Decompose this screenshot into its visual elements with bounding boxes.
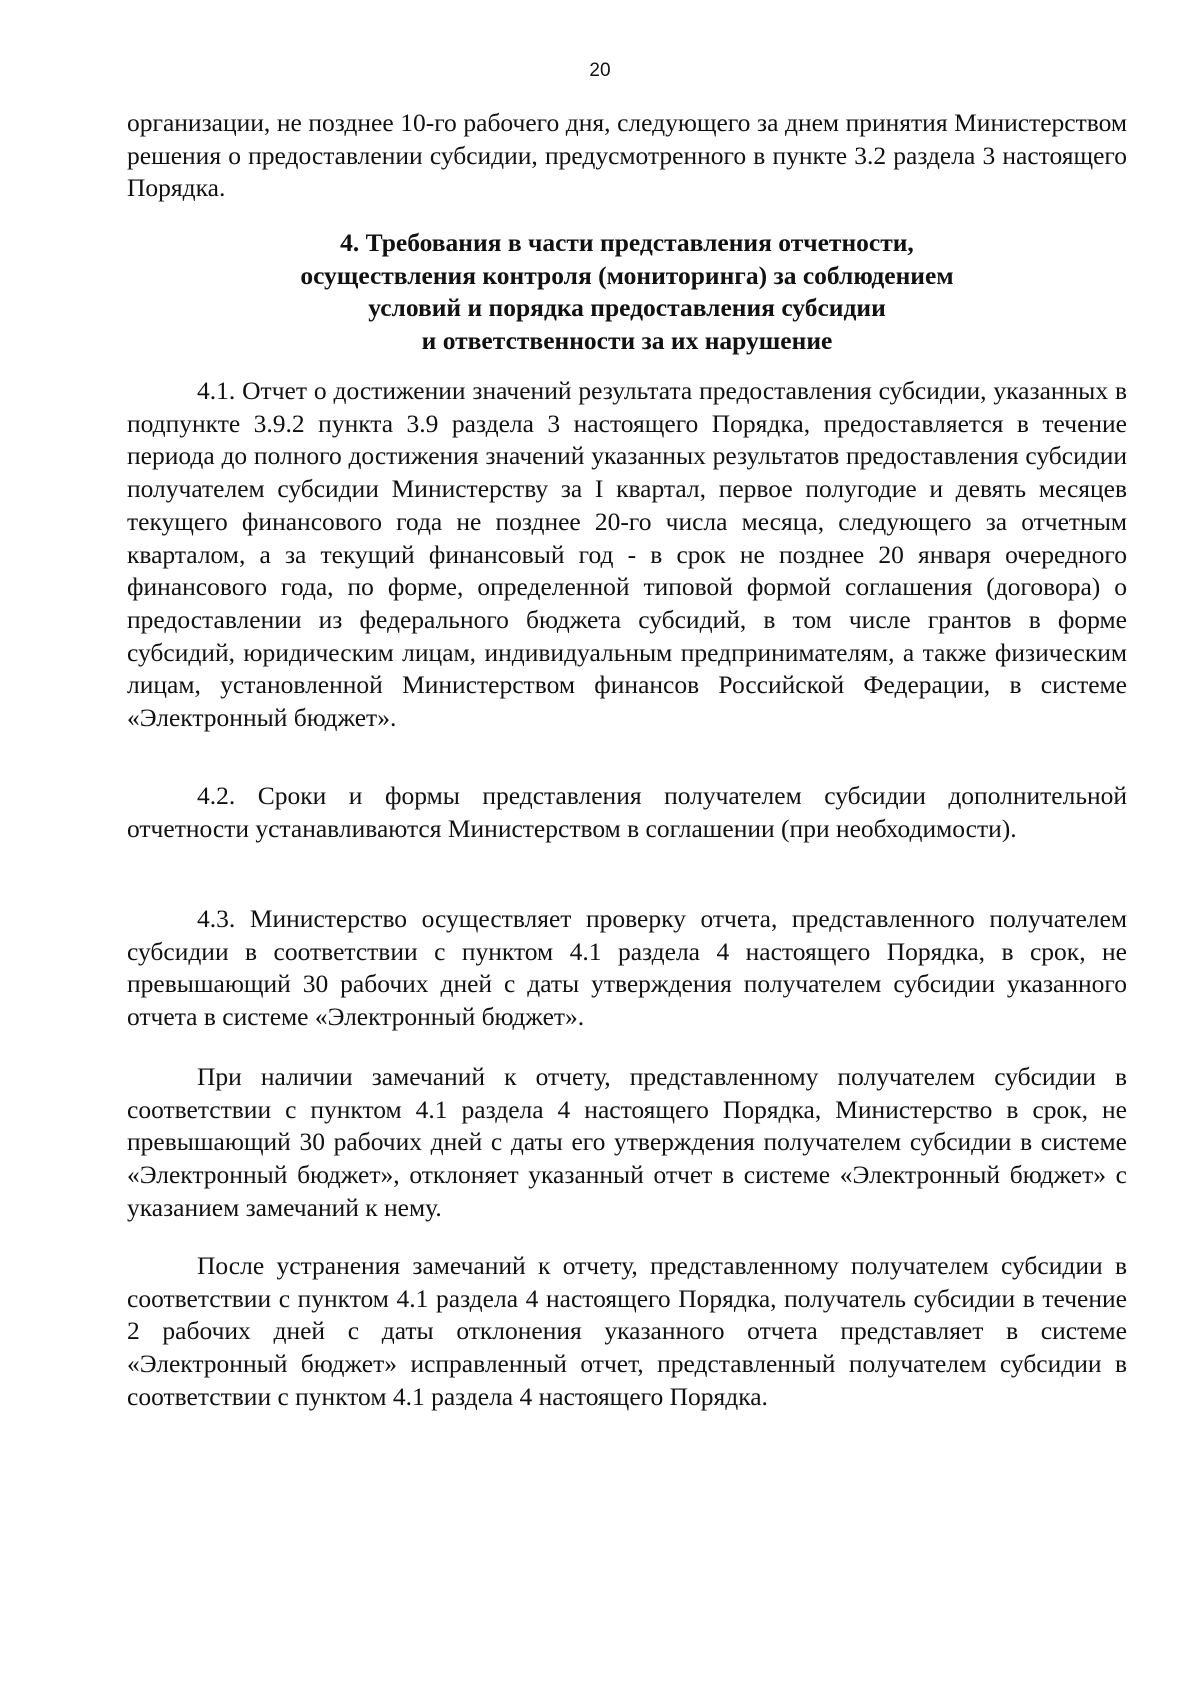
paragraph-4-3: 4.3. Министерство осуществляет проверку отчета, представленного получателем субсидии в соответствии с пунктом 4.1 раздела 4 настоящего Порядка, в срок, не превышающий 30 рабочих дней с даты утверждения получателем субсидии указанного отчета в системе «Электронный бюджет». [127,904,1127,1032]
paragraph-remarks: При наличии замечаний к отчету, представленному получателем субсидии в соответствии с пунктом 4.1 раздела 4 настоящего Порядка, Министерство в срок, не превышающий 30 рабочих дней с даты его утверждения получателем субсидии в системе «Электронный бюджет», отклоняет указанный отчет в системе «Электронный бюджет» с указанием замечаний к нему. [127,1062,1127,1222]
page-number: 20 [589,60,611,81]
section-heading-line: условий и порядка предоставления субсидии [368,293,886,323]
paragraph-after-remarks: После устранения замечаний к отчету, представленному получателем субсидии в соответствии с пунктом 4.1 раздела 4 настоящего Порядка, получатель субсидии в течение 2 рабочих дней с даты отклонения указанного отчета представляет в системе «Электронный бюджет» исправленный отчет, представленный получателем субсидии в соответствии с пунктом 4.1 раздела 4 настоящего Порядка. [127,1251,1127,1411]
section-heading-line: 4. Требования в части представления отчетности, [340,228,914,257]
section-heading [127,227,1127,358]
continuation-paragraph: организации, не позднее 10-го рабочего дня, следующего за днем принятия Министерством решения о предоставлении субсидии, предусмотренного в пункте 3.2 раздела 3 настоящего Порядка. [127,108,1127,203]
paragraph-4-2: 4.2. Сроки и формы представления получателем субсидии дополнительной отчетности устанавливаются Министерством в соглашении (при необходимости). [127,781,1127,843]
paragraph-4-1: 4.1. Отчет о достижении значений результата предоставления субсидии, указанных в подпункте 3.9.2 пункта 3.9 раздела 3 настоящего Порядка, предоставляется в течение периода до полного достижения значений указанных результатов предоставления субсидии получателем субсидии Министерству за I квартал, первое полугодие и девять месяцев текущего финансового года не позднее 20-го числа месяца, следующего за отчетным кварталом, а за текущий финансовый год - в срок не позднее 20 января очередного финансового года, по форме, определенной типовой формой соглашения (договора) о предоставлении из федерального бюджета субсидий, в том числе грантов в форме субсидий, юридическим лицам, индивидуальным предпринимателям, а также физическим лицам, установленной Министерством финансов Российской Федерации, в системе «Электронный бюджет». [127,376,1127,733]
section-heading-line: и ответственности за их нарушение [421,326,833,356]
section-heading-line: осуществления контроля (мониторинга) за соблюдением [300,260,954,290]
